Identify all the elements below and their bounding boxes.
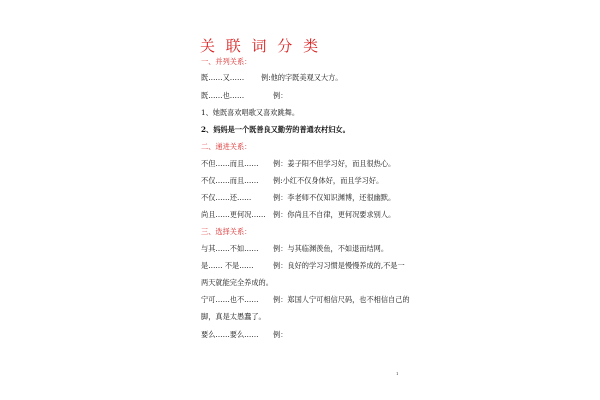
pattern-text: 是…… 不是…… bbox=[201, 261, 254, 270]
continuation-line: 脚，真是太愚蠢了。 bbox=[201, 312, 266, 321]
pattern-text: 宁可……也不…… bbox=[201, 295, 259, 304]
pattern-text: 要么……要么…… bbox=[201, 330, 259, 339]
pattern-row bbox=[201, 73, 343, 82]
section-heading-parallel: 一、并列关系： bbox=[201, 57, 252, 66]
pattern-row bbox=[201, 91, 288, 100]
pattern-row bbox=[201, 193, 396, 202]
pattern-text: 既……又…… bbox=[201, 73, 245, 82]
example-text: 例：你尚且不自律，更何况要求别人。 bbox=[273, 210, 396, 219]
example-text: 例： bbox=[273, 91, 288, 100]
example-text: 例:他的字既美观又大方。 bbox=[261, 73, 343, 82]
pattern-text: 不但……而且…… bbox=[201, 159, 259, 168]
example-sentence: 1、她既喜欢唱歌又喜欢跳舞。 bbox=[201, 108, 300, 117]
pattern-text: 不仅……而且…… bbox=[201, 176, 259, 185]
example-text: 例：郑国人宁可相信尺码，也不相信自己的 bbox=[273, 295, 410, 304]
pattern-row bbox=[201, 176, 384, 185]
example-text: 例:小红不仅身体好，而且学习好。 bbox=[273, 176, 384, 185]
section-heading-choice: 三、选择关系： bbox=[201, 227, 252, 236]
pattern-text: 不仅……还…… bbox=[201, 193, 252, 202]
pattern-text: 既……也…… bbox=[201, 91, 245, 100]
example-text: 例：李老师不仅知识渊博，还很幽默。 bbox=[273, 193, 396, 202]
pattern-row bbox=[201, 330, 288, 339]
pattern-text: 与其……不如…… bbox=[201, 244, 259, 253]
page-title: 关 联 词 分 类 bbox=[200, 37, 322, 55]
continuation-line: 两天就能完全养成的。 bbox=[201, 278, 273, 287]
example-text: 例：良好的学习习惯是慢慢养成的,不是一 bbox=[273, 261, 405, 270]
page-number: 1 bbox=[396, 371, 399, 376]
example-text: 例：姜子阳不但学习好，而且很热心。 bbox=[273, 159, 396, 168]
example-text: 例： bbox=[273, 330, 288, 339]
pattern-row bbox=[201, 244, 389, 253]
pattern-text: 尚且……更何况…… bbox=[201, 210, 266, 219]
example-text: 例：与其临渊羡鱼，不如退而结网。 bbox=[273, 244, 389, 253]
example-sentence: 2、妈妈是一个既善良又勤劳的普通农村妇女。 bbox=[201, 125, 350, 134]
pattern-row bbox=[201, 159, 396, 168]
pattern-row bbox=[201, 210, 396, 219]
pattern-row bbox=[201, 261, 405, 270]
section-heading-progressive: 二、递进关系： bbox=[201, 142, 252, 151]
pattern-row bbox=[201, 295, 410, 304]
